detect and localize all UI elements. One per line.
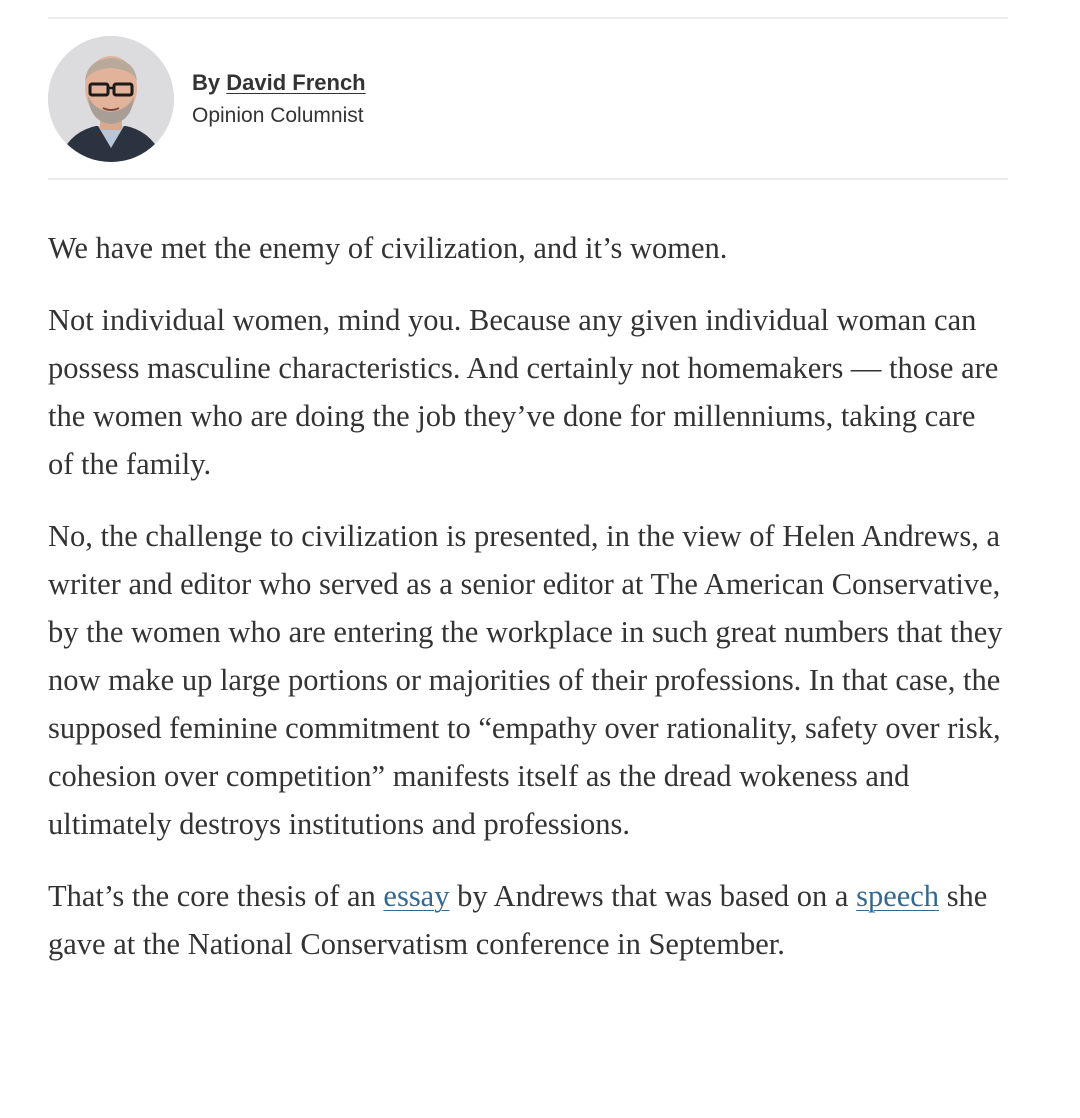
paragraph-4-part-1: That’s the core thesis of an <box>48 879 384 913</box>
byline-author-line <box>192 68 366 98</box>
essay-link[interactable]: essay <box>383 879 450 913</box>
paragraph-1: We have met the enemy of civilization, and it’s women. <box>48 231 728 265</box>
top-divider <box>48 17 1008 19</box>
paragraph-2: Not individual women, mind you. Because any given individual woman can possess masculine characteristics. And certainly not homemakers — those are the women who are doing the job they’ve done for millenniums, taking care of the family. <box>48 303 999 481</box>
paragraph-4-part-2: by Andrews that was based on a <box>449 879 857 913</box>
paragraph-4 <box>48 872 1008 968</box>
author-role: Opinion Columnist <box>192 103 364 127</box>
byline-prefix: By <box>192 69 221 95</box>
byline-text <box>192 68 366 131</box>
paragraph-4-part-3: she gave at the National Conservatism conference in September. <box>48 879 988 961</box>
paragraph-3: No, the challenge to civilization is presented, in the view of Helen Andrews, a writer and editor who served as a senior editor at The American Conservative, by the women who are entering the workplace in such great numbers that they now make up large portions or majorities of their professions. In that case, the supposed feminine commitment to “empathy over rationality, safety over risk, cohesion over competition” manifests itself as the dread wokeness and ultimately destroys institutions and professions. <box>48 519 1003 841</box>
author-avatar[interactable] <box>48 36 174 162</box>
speech-link[interactable]: speech <box>856 879 940 913</box>
byline <box>48 36 366 162</box>
bottom-divider <box>48 178 1008 180</box>
article-body <box>48 224 1008 992</box>
author-name-link[interactable]: David French <box>226 69 366 95</box>
